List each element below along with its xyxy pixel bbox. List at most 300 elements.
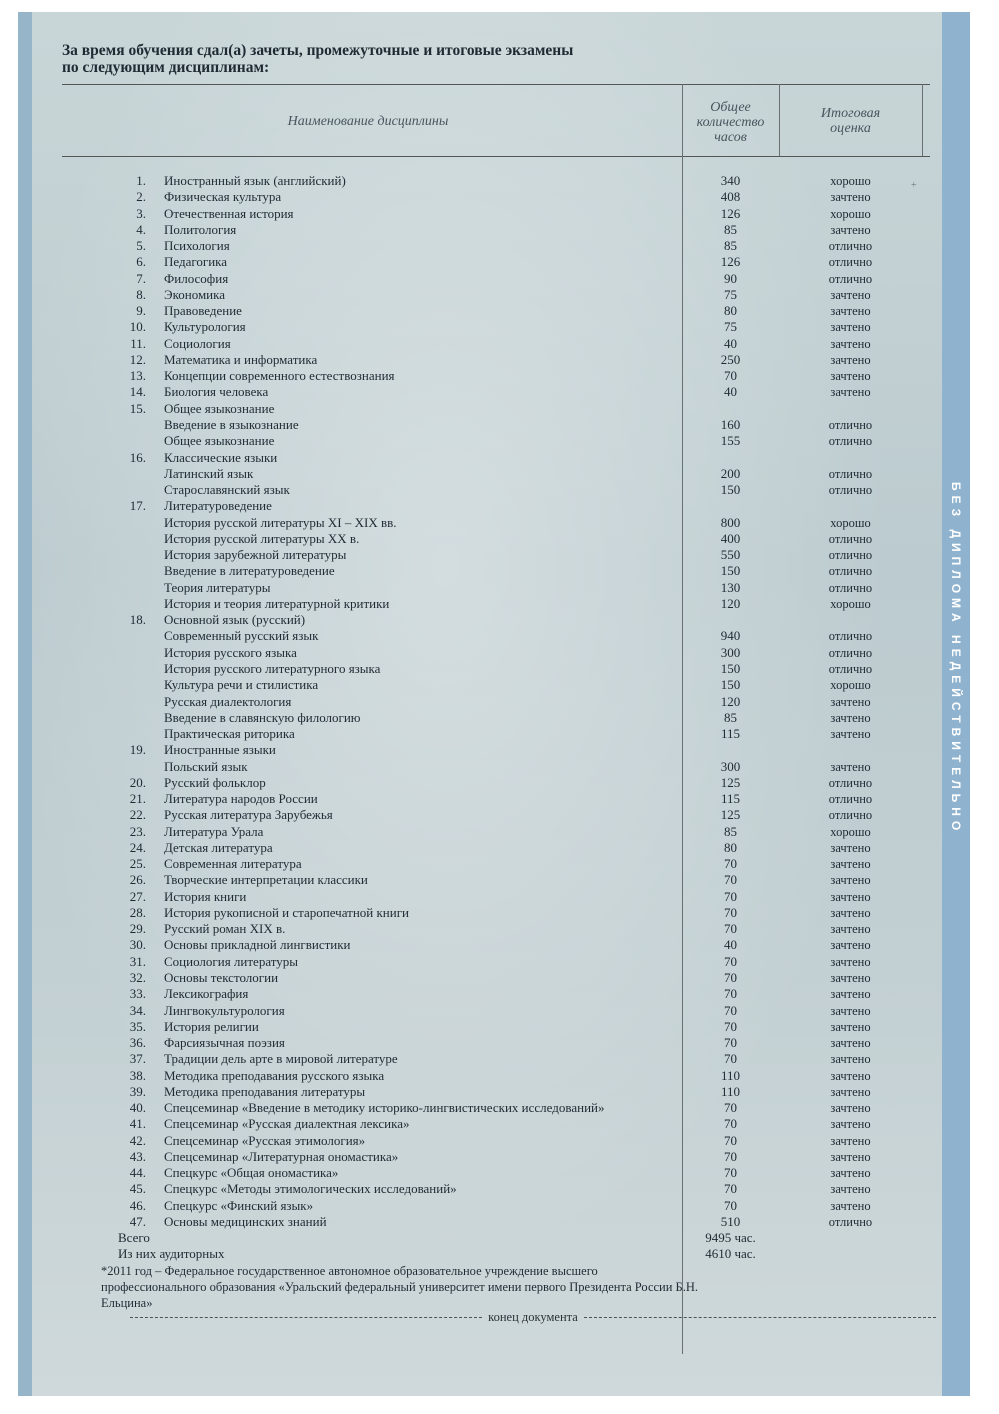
grade-value: хорошо — [830, 678, 871, 693]
grade-value: зачтено — [830, 1198, 871, 1213]
discipline-name: История рукописной и старопечатной книги — [164, 904, 410, 920]
hours-value: 125 — [720, 774, 741, 790]
grade-value: отлично — [828, 483, 873, 498]
discipline-name: Спецсеминар «Литературная ономастика» — [164, 1148, 399, 1164]
table-row — [18, 1165, 970, 1181]
grade-value: зачтено — [830, 971, 871, 986]
table-row — [18, 287, 970, 303]
row-number: 13. — [129, 368, 146, 384]
grade-value: зачтено — [830, 1149, 871, 1164]
discipline-name: Латинский язык — [164, 465, 254, 481]
grade-value: зачтено — [830, 1019, 871, 1034]
hours-value: 340 — [720, 173, 741, 188]
hours-value: 115 — [720, 726, 741, 742]
table-row — [18, 368, 970, 384]
hours-value: 940 — [720, 628, 741, 644]
table-row — [18, 986, 970, 1002]
discipline-name: Литература Урала — [164, 823, 264, 839]
discipline-name: История русской литературы XX в. — [164, 530, 360, 546]
table-row — [18, 726, 970, 742]
grade-value: зачтено — [830, 873, 871, 888]
hours-value: 85 — [724, 238, 737, 254]
hours-value: 300 — [720, 758, 741, 774]
discipline-name: Спецкурс «Финский язык» — [164, 1197, 314, 1213]
row-number: 40. — [129, 1100, 146, 1116]
row-number: 2. — [136, 189, 146, 205]
handwritten-mark: + — [911, 180, 917, 191]
table-row — [18, 840, 970, 856]
hours-value: 40 — [724, 384, 737, 400]
discipline-name: Социология литературы — [164, 953, 298, 969]
page-heading — [62, 42, 573, 76]
table-row — [18, 515, 970, 531]
total-label: Всего — [118, 1230, 150, 1245]
table-row — [18, 547, 970, 563]
row-number: 31. — [129, 953, 146, 969]
hours-value: 90 — [724, 270, 737, 286]
grade-value: зачтено — [830, 1052, 871, 1067]
table-header-rule — [62, 156, 930, 157]
row-number: 18. — [129, 612, 146, 628]
table-row — [18, 352, 970, 368]
grade-value: отлично — [828, 531, 873, 546]
row-number: 36. — [129, 1035, 146, 1051]
table-row — [18, 531, 970, 547]
table-row — [18, 807, 970, 823]
grade-value: отлично — [828, 1215, 873, 1229]
discipline-name: Детская литература — [164, 839, 273, 855]
grade-value: зачтено — [830, 352, 871, 367]
discipline-name: Основы медицинских знаний — [164, 1214, 327, 1229]
row-number: 46. — [129, 1197, 146, 1213]
discipline-name: Отечественная история — [164, 205, 294, 221]
footnote: *2011 год – Федеральное государственное автономное образовательное учреждение высшего профессионального образования «Уральский федеральный университет имени первого Президента России Б.Н. Ельцина» — [101, 1264, 699, 1310]
grade-value: зачтено — [830, 336, 871, 351]
table-row — [18, 482, 970, 498]
discipline-table-body — [18, 173, 970, 1230]
discipline-name: Введение в славянскую филологию — [164, 709, 361, 725]
row-number: 32. — [129, 970, 146, 986]
hours-value: 70 — [724, 1035, 737, 1051]
discipline-name: Основы текстологии — [164, 970, 279, 986]
discipline-name: Биология человека — [164, 384, 269, 400]
end-of-document-line — [130, 1309, 936, 1325]
table-row — [18, 254, 970, 270]
table-row — [18, 319, 970, 335]
discipline-name: Спецсеминар «Русская этимология» — [164, 1132, 366, 1148]
table-row — [18, 563, 970, 579]
row-number: 7. — [136, 270, 146, 286]
hours-value: 70 — [724, 1002, 737, 1018]
table-row — [18, 1084, 970, 1100]
table-row — [18, 645, 970, 661]
grade-value: хорошо — [830, 206, 871, 221]
grade-value: отлично — [828, 580, 873, 595]
hours-value: 70 — [724, 1100, 737, 1116]
auditory-label: Из них аудиторных — [118, 1246, 225, 1261]
discipline-name: Спецкурс «Общая ономастика» — [164, 1165, 339, 1181]
column-header-hours-line2: количество — [696, 115, 765, 130]
discipline-name: Спецсеминар «Введение в методику историко-лингвистических исследований» — [164, 1100, 605, 1116]
row-number: 37. — [129, 1051, 146, 1067]
grade-value: зачтено — [830, 1084, 871, 1099]
grade-value: отлично — [828, 548, 873, 563]
table-row — [18, 612, 970, 628]
row-number: 21. — [129, 791, 146, 807]
hours-value: 150 — [720, 563, 741, 579]
table-row — [18, 498, 970, 514]
grade-value: зачтено — [830, 727, 871, 742]
discipline-name: Практическая риторика — [164, 726, 295, 742]
hours-value: 400 — [720, 530, 741, 546]
table-row — [18, 401, 970, 417]
grade-value: зачтено — [830, 190, 871, 205]
table-row — [18, 775, 970, 791]
table-row — [18, 710, 970, 726]
discipline-name: Фарсиязычная поэзия — [164, 1035, 285, 1051]
discipline-name: Литературоведение — [164, 498, 272, 514]
discipline-name: Современный русский язык — [164, 628, 319, 644]
hours-value: 408 — [720, 189, 741, 205]
row-number: 10. — [129, 319, 146, 335]
discipline-name: Физическая культура — [164, 189, 282, 205]
discipline-name: Общее языкознание — [164, 433, 275, 449]
row-number: 20. — [129, 774, 146, 790]
discipline-name: Методика преподавания русского языка — [164, 1067, 385, 1083]
discipline-name: Математика и информатика — [164, 351, 318, 367]
discipline-name: Русская литература Зарубежья — [164, 807, 333, 823]
vertical-validity-note: БЕЗ ДИПЛОМА НЕДЕЙСТВИТЕЛЬНО — [949, 482, 963, 836]
row-number: 42. — [129, 1132, 146, 1148]
grade-value: хорошо — [830, 174, 871, 188]
row-number: 11. — [130, 335, 146, 351]
row-number: 12. — [129, 351, 146, 367]
discipline-name: История русского языка — [164, 644, 297, 660]
hours-value: 250 — [720, 351, 741, 367]
grade-value: зачтено — [830, 1133, 871, 1148]
discipline-name: Теория литературы — [164, 579, 271, 595]
table-row — [18, 303, 970, 319]
hours-value: 150 — [720, 482, 741, 498]
hours-value: 550 — [720, 547, 741, 563]
table-row — [18, 1100, 970, 1116]
grade-value: зачтено — [830, 1166, 871, 1181]
hours-value: 120 — [720, 693, 741, 709]
discipline-name: История русской литературы XI – XIX вв. — [164, 514, 397, 530]
document-sheet — [18, 12, 970, 1396]
row-number: 5. — [136, 238, 146, 254]
discipline-name: История и теория литературной критики — [164, 595, 390, 611]
table-row — [18, 970, 970, 986]
discipline-name: Основной язык (русский) — [164, 612, 306, 628]
column-header-hours — [682, 100, 779, 145]
hours-value: 510 — [720, 1214, 741, 1229]
row-number: 33. — [129, 986, 146, 1002]
discipline-name: Философия — [164, 270, 229, 286]
hours-value: 85 — [724, 709, 737, 725]
hours-value: 130 — [720, 579, 741, 595]
hours-value: 70 — [724, 1132, 737, 1148]
column-header-grade-line1: Итоговая — [820, 106, 881, 121]
dash-left — [130, 1317, 482, 1318]
hours-value: 70 — [724, 921, 737, 937]
grade-value: зачтено — [830, 1003, 871, 1018]
row-number: 44. — [129, 1165, 146, 1181]
row-number: 15. — [129, 400, 146, 416]
table-row — [18, 954, 970, 970]
grade-value: хорошо — [830, 824, 871, 839]
row-number: 35. — [129, 1018, 146, 1034]
discipline-name: Спецкурс «Методы этимологических исследований» — [164, 1181, 457, 1197]
row-number: 26. — [129, 872, 146, 888]
table-row — [18, 1181, 970, 1197]
table-row — [18, 384, 970, 400]
column-divider-end — [922, 84, 923, 156]
hours-value: 70 — [724, 368, 737, 384]
hours-value: 70 — [724, 872, 737, 888]
table-row — [18, 889, 970, 905]
grade-value: зачтено — [830, 840, 871, 855]
hours-value: 70 — [724, 970, 737, 986]
hours-value: 120 — [720, 595, 741, 611]
grade-value: зачтено — [830, 369, 871, 384]
auditory-value: 4610 час. — [705, 1246, 756, 1261]
grade-value: зачтено — [830, 385, 871, 400]
table-top-rule — [62, 84, 930, 85]
table-row — [18, 1149, 970, 1165]
table-row — [18, 466, 970, 482]
discipline-name: Русский фольклор — [164, 774, 266, 790]
grade-value: зачтено — [830, 1101, 871, 1116]
row-number: 28. — [129, 904, 146, 920]
hours-value: 110 — [720, 1067, 741, 1083]
discipline-name: Основы прикладной лингвистики — [164, 937, 351, 953]
grade-value: зачтено — [830, 905, 871, 920]
row-number: 38. — [129, 1067, 146, 1083]
grade-value: отлично — [828, 466, 873, 481]
discipline-name: Педагогика — [164, 254, 228, 270]
dash-right — [584, 1317, 936, 1318]
row-number: 16. — [129, 449, 146, 465]
table-row — [18, 759, 970, 775]
table-row — [18, 742, 970, 758]
table-row — [18, 1035, 970, 1051]
grade-value: зачтено — [830, 954, 871, 969]
total-value: 9495 час. — [705, 1230, 756, 1245]
grade-value: отлично — [828, 271, 873, 286]
hours-value: 155 — [720, 433, 741, 449]
grade-value: зачтено — [830, 922, 871, 937]
hours-value: 70 — [724, 986, 737, 1002]
grade-value: зачтено — [830, 710, 871, 725]
discipline-name: Русский роман XIX в. — [164, 921, 286, 937]
table-row — [18, 921, 970, 937]
hours-value: 300 — [720, 644, 741, 660]
hours-value: 70 — [724, 1051, 737, 1067]
grade-value: отлично — [828, 775, 873, 790]
table-row — [18, 677, 970, 693]
end-text: конец документа — [488, 1310, 578, 1324]
table-row — [18, 1133, 970, 1149]
hours-value: 70 — [724, 1181, 737, 1197]
discipline-name: История зарубежной литературы — [164, 547, 347, 563]
hours-value: 70 — [724, 1148, 737, 1164]
total-hours-row — [18, 1230, 970, 1246]
table-row — [18, 1116, 970, 1132]
table-row — [18, 271, 970, 287]
grade-value: отлично — [828, 417, 873, 432]
hours-value: 70 — [724, 904, 737, 920]
grade-value: отлично — [828, 645, 873, 660]
hours-value: 110 — [720, 1083, 741, 1099]
grade-value: отлично — [828, 661, 873, 676]
table-row — [18, 628, 970, 644]
table-row — [18, 872, 970, 888]
row-number: 34. — [129, 1002, 146, 1018]
hours-value: 40 — [724, 937, 737, 953]
table-row — [18, 238, 970, 254]
grade-value: зачтено — [830, 694, 871, 709]
row-number: 41. — [129, 1116, 146, 1132]
discipline-name: Лингвокультурология — [164, 1002, 285, 1018]
grade-value: хорошо — [830, 596, 871, 611]
table-row — [18, 1198, 970, 1214]
hours-value: 126 — [720, 205, 741, 221]
grade-value: зачтено — [830, 1036, 871, 1051]
grade-value: зачтено — [830, 987, 871, 1002]
grade-value: зачтено — [830, 320, 871, 335]
row-number: 17. — [129, 498, 146, 514]
table-row — [18, 206, 970, 222]
table-row — [18, 791, 970, 807]
hours-value: 150 — [720, 677, 741, 693]
table-row — [18, 1068, 970, 1084]
discipline-name: Методика преподавания литературы — [164, 1083, 366, 1099]
grade-value: зачтено — [830, 222, 871, 237]
discipline-name: Введение в языкознание — [164, 416, 299, 432]
discipline-name: Введение в литературоведение — [164, 563, 335, 579]
hours-value: 800 — [720, 514, 741, 530]
discipline-name: Спецсеминар «Русская диалектная лексика» — [164, 1116, 410, 1132]
column-header-grade — [779, 106, 922, 136]
discipline-name: Культурология — [164, 319, 246, 335]
grade-value: зачтено — [830, 889, 871, 904]
discipline-name: История религии — [164, 1018, 259, 1034]
discipline-name: Экономика — [164, 286, 226, 302]
discipline-name: Польский язык — [164, 758, 248, 774]
grade-value: отлично — [828, 629, 873, 644]
hours-value: 125 — [720, 807, 741, 823]
discipline-name: Социология — [164, 335, 231, 351]
grade-value: зачтено — [830, 304, 871, 319]
table-row — [18, 1051, 970, 1067]
table-row — [18, 1003, 970, 1019]
row-number: 8. — [136, 286, 146, 302]
grade-value: зачтено — [830, 938, 871, 953]
hours-value: 150 — [720, 660, 741, 676]
table-row — [18, 694, 970, 710]
grade-value: отлично — [828, 255, 873, 270]
column-header-hours-line3: часов — [714, 130, 747, 145]
row-number: 43. — [129, 1148, 146, 1164]
row-number: 1. — [136, 173, 146, 188]
discipline-name: Лексикография — [164, 986, 249, 1002]
heading-line-1: За время обучения сдал(а) зачеты, промежуточные и итоговые экзамены — [62, 42, 574, 59]
grade-value: зачтено — [830, 759, 871, 774]
row-number: 29. — [129, 921, 146, 937]
hours-value: 200 — [720, 465, 741, 481]
hours-value: 70 — [724, 953, 737, 969]
row-number: 24. — [129, 839, 146, 855]
discipline-name: Классические языки — [164, 449, 278, 465]
row-number: 30. — [129, 937, 146, 953]
discipline-name: Концепции современного естествознания — [164, 368, 395, 384]
table-row — [18, 937, 970, 953]
row-number: 19. — [129, 742, 146, 758]
hours-value: 80 — [724, 303, 737, 319]
grade-value: зачтено — [830, 1182, 871, 1197]
discipline-name: История книги — [164, 888, 247, 904]
discipline-name: Литература народов России — [164, 791, 318, 807]
table-row — [18, 1214, 970, 1230]
hours-value: 85 — [724, 823, 737, 839]
table-row — [18, 417, 970, 433]
discipline-name: Политология — [164, 221, 237, 237]
grade-value: зачтено — [830, 287, 871, 302]
table-row — [18, 173, 970, 189]
table-row — [18, 1019, 970, 1035]
grade-value: отлично — [828, 808, 873, 823]
discipline-name: Иностранный язык (английский) — [164, 173, 346, 188]
table-row — [18, 824, 970, 840]
hours-value: 70 — [724, 856, 737, 872]
hours-value: 75 — [724, 319, 737, 335]
discipline-name: Общее языкознание — [164, 400, 275, 416]
row-number: 47. — [129, 1214, 146, 1229]
table-row — [18, 189, 970, 205]
discipline-name: Старославянский язык — [164, 482, 290, 498]
auditory-hours-row — [18, 1246, 970, 1262]
discipline-name: История русского литературного языка — [164, 660, 381, 676]
column-header-name: Наименование дисциплины — [287, 114, 449, 129]
discipline-name: Традиции дель арте в мировой литературе — [164, 1051, 398, 1067]
grade-value: отлично — [828, 564, 873, 579]
grade-value: отлично — [828, 434, 873, 449]
grade-value: зачтено — [830, 1068, 871, 1083]
hours-value: 70 — [724, 1197, 737, 1213]
table-row — [18, 856, 970, 872]
discipline-name: Современная литература — [164, 856, 302, 872]
row-number: 14. — [129, 384, 146, 400]
discipline-name: Творческие интерпретации классики — [164, 872, 368, 888]
discipline-name: Культура речи и стилистика — [164, 677, 319, 693]
hours-value: 160 — [720, 416, 741, 432]
row-number: 4. — [136, 221, 146, 237]
row-number: 45. — [129, 1181, 146, 1197]
table-row — [18, 661, 970, 677]
hours-value: 70 — [724, 1165, 737, 1181]
table-row — [18, 905, 970, 921]
column-header-hours-line1: Общее — [710, 100, 751, 115]
row-number: 6. — [136, 254, 146, 270]
hours-value: 126 — [720, 254, 741, 270]
heading-line-2: по следующим дисциплинам: — [62, 59, 270, 76]
table-row — [18, 433, 970, 449]
table-row — [18, 580, 970, 596]
grade-value: зачтено — [830, 1117, 871, 1132]
hours-value: 80 — [724, 839, 737, 855]
discipline-name: Русская диалектология — [164, 693, 292, 709]
